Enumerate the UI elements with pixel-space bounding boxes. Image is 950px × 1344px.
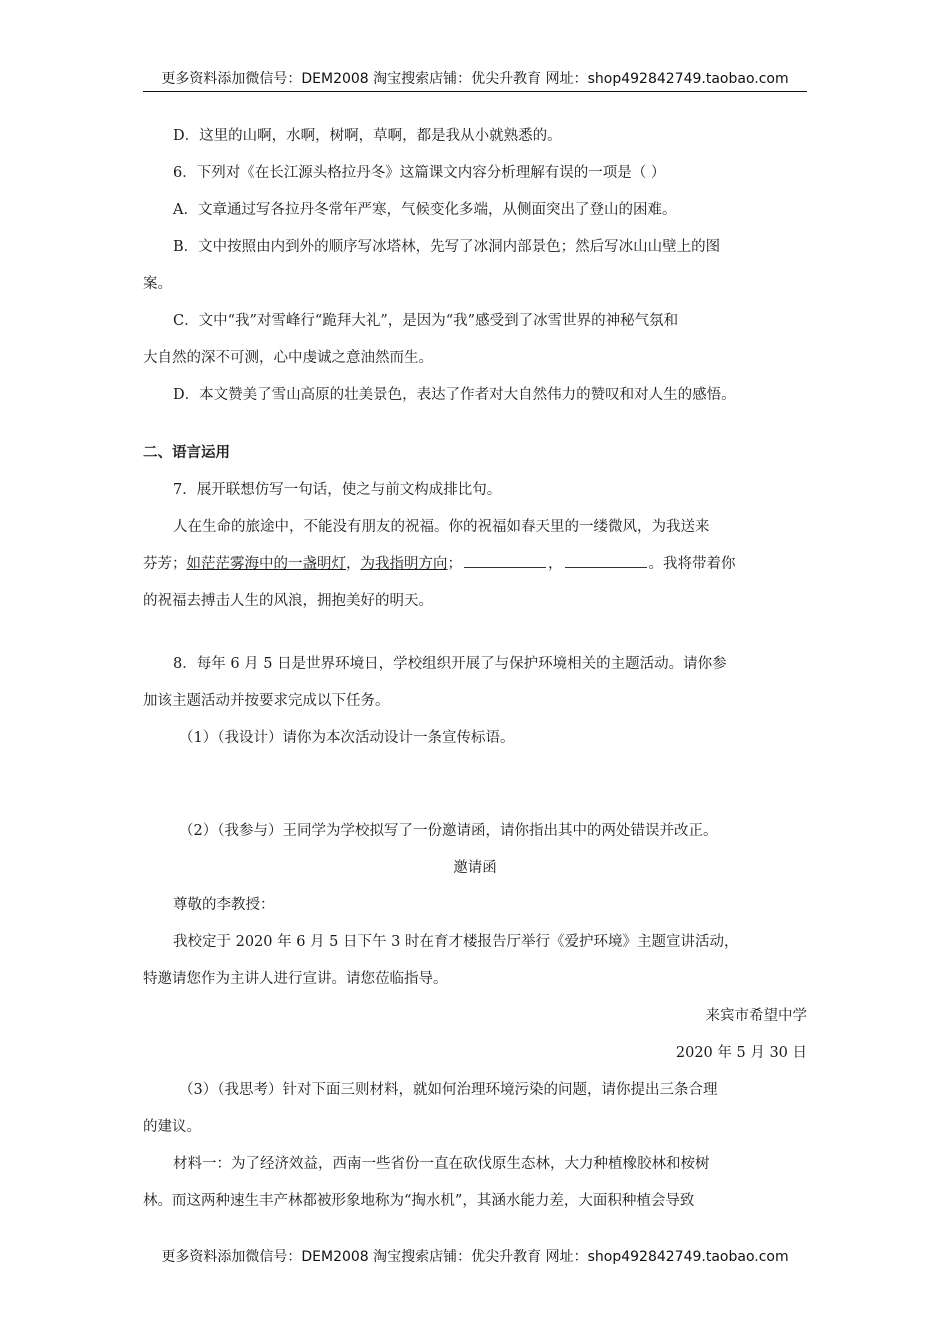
q6-option-b-line2: 案。	[143, 276, 172, 292]
letter-salutation: 尊敬的李教授：	[173, 897, 275, 913]
q7-line2	[143, 546, 807, 583]
q7-line2-suffix: 。我将带着你	[648, 556, 736, 572]
q8-stem-line2: 加该主题活动并按要求完成以下任务。	[143, 693, 390, 709]
q6-option-c-line1: C．文中“我”对雪峰行“跪拜大礼”，是因为“我”感受到了冰雪世界的神秘气氛和	[173, 313, 679, 329]
page-header: 更多资料添加微信号：DEM2008 淘宝搜索店铺：优尖升教育 网址：shop492842749.taobao.com	[143, 68, 807, 92]
document-body	[143, 118, 807, 1220]
page-footer: 更多资料添加微信号：DEM2008 淘宝搜索店铺：优尖升教育 网址：shop492842749.taobao.com	[161, 1249, 789, 1265]
q7-example-a: 如茫茫雾海中的一盏明灯	[186, 556, 346, 572]
q7-example-b: 为我指明方向	[360, 556, 448, 572]
q8-stem-line1: 8．每年 6 月 5 日是世界环境日，学校组织开展了与保护环境相关的主题活动。请你参	[173, 656, 727, 672]
q6-option-b-line1: B．文中按照由内到外的顺序写冰塔林，先写了冰洞内部景色；然后写冰山山壁上的图	[173, 239, 721, 255]
material1-line1: 材料一：为了经济效益，西南一些省份一直在砍伐原生态林，大力种植橡胶林和桉树	[173, 1156, 710, 1172]
q7-answer-blank-1[interactable]	[464, 553, 546, 568]
q6-option-d: D．本文赞美了雪山高原的壮美景色，表达了作者对大自然伟力的赞叹和对人生的感悟。	[173, 387, 736, 403]
q7-comma: ，	[346, 556, 361, 572]
q7-line1: 人在生命的旅途中，不能没有朋友的祝福。你的祝福如春天里的一缕微风，为我送来	[173, 519, 710, 535]
q7-answer-blank-2[interactable]	[565, 553, 647, 568]
spacer	[143, 620, 807, 646]
letter-body-line1: 我校定于 2020 年 6 月 5 日下午 3 时在育才楼报告厅举行《爱护环境》主题宣讲活动，	[173, 934, 739, 950]
q6-option-a: A．文章通过写各拉丹冬常年严寒，气候变化多端，从侧面突出了登山的困难。	[173, 202, 677, 218]
q7-stem: 7．展开联想仿写一句话，使之与前文构成排比句。	[173, 482, 502, 498]
q7-semicolon: ；	[447, 556, 462, 572]
q8-task3-line1: （3）（我思考）针对下面三则材料，就如何治理环境污染的问题，请你提出三条合理	[179, 1082, 718, 1098]
material1-line2: 林。而这两种速生丰产林都被形象地称为“掏水机”，其涵水能力差，大面积种植会导致	[143, 1193, 695, 1209]
answer-space	[143, 757, 807, 813]
q7-comma-2: ，	[548, 556, 563, 572]
q7-line3: 的祝福去搏击人生的风浪，拥抱美好的明天。	[143, 593, 433, 609]
q6-option-c-line2: 大自然的深不可测，心中虔诚之意油然而生。	[143, 350, 433, 366]
letter-title: 邀请函	[453, 860, 497, 876]
q8-task3-line2: 的建议。	[143, 1119, 201, 1135]
q5-option-d: D．这里的山啊，水啊，树啊，草啊，都是我从小就熟悉的。	[173, 128, 562, 144]
letter-date: 2020 年 5 月 30 日	[675, 1045, 807, 1061]
q7-line2-prefix: 芬芳；	[143, 556, 187, 572]
q6-stem: 6．下列对《在长江源头格拉丹冬》这篇课文内容分析理解有误的一项是（ ）	[173, 165, 666, 181]
q8-task1: （1）（我设计）请你为本次活动设计一条宣传标语。	[179, 730, 515, 746]
letter-signature: 来宾市希望中学	[705, 1008, 807, 1024]
q8-task2: （2）（我参与）王同学为学校拟写了一份邀请函，请你指出其中的两处错误并改正。	[179, 823, 718, 839]
section-title: 二、语言运用	[143, 445, 230, 461]
letter-body-line2: 特邀请您作为主讲人进行宣讲。请您莅临指导。	[143, 971, 448, 987]
